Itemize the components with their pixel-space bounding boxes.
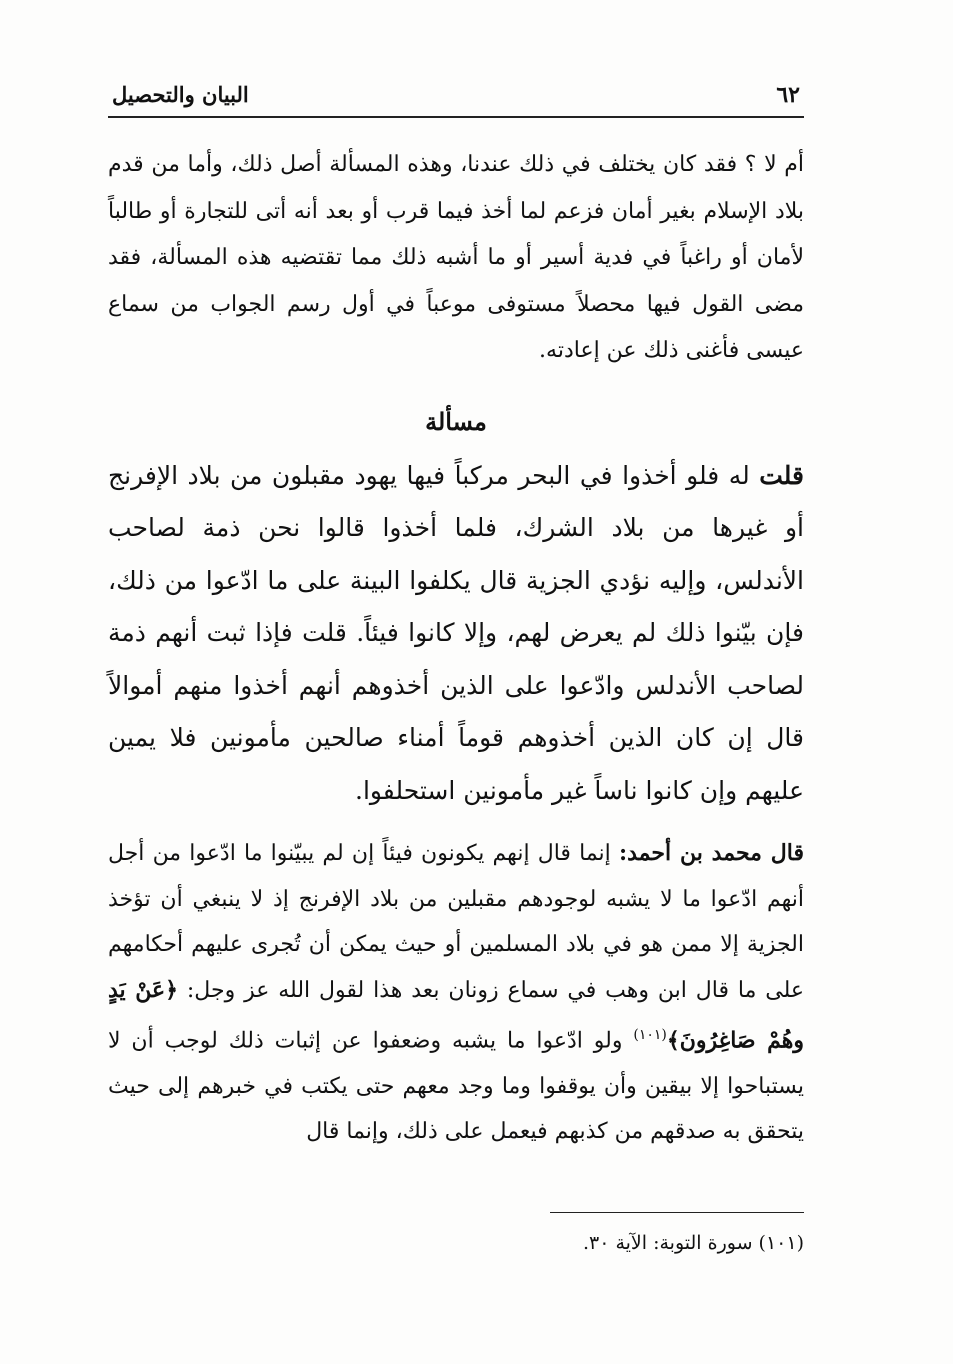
book-title: البيان والتحصيل — [112, 82, 249, 107]
section-heading: مسألة — [425, 406, 487, 436]
footnote: (١٠١) سورة التوبة: الآية ٣٠. — [582, 1232, 804, 1254]
paragraph-2-text: له فلو أخذوا في البحر مركباً فيها يهود مقبلون من بلاد الإفرنج أو غيرها من بلاد الشرك، فلما أخذوا قالوا نحن ذمة لصاحب الأندلس، وإليه نؤدي الجزية قال يكلفوا البينة على ما ادّعوا من ذلك، فإن بيّنوا ذلك لم يعرض لهم، وإلا كانوا فيئاً. قلت فإذا ثبت أنهم ذمة لصاحب الأندلس وادّعوا على الذين أخذوهم أنهم أخذوا منهم أموالاً قال إن كان الذين أخذوهم قوماً أمناء صالحين مأمونين فلا يمين عليهم وإن كانوا ناساً غير مأمونين استحلفوا. — [108, 460, 804, 805]
page-number: ٦٢ — [776, 82, 800, 108]
paragraph-2-lead: قلت — [759, 460, 804, 490]
main-text — [108, 128, 804, 1155]
paragraph-1: أم لا ؟ فقد كان يختلف في ذلك عندنا، وهذه المسألة أصل ذلك، وأما من قدم بلاد الإسلام بغير أمان فزعم لما أخذ فيما قرب أو بعد أنه أتى للتجارة أو طالباً لأمان أو راغباً في فدية أسير أو ما أشبه ذلك مما تقتضيه هذه المسألة، فقد مضى القول فيها محصلاً مستوفى موعباً في أول رسم الجواب من سماع عيسى فأغنى ذلك عن إعادته. — [108, 152, 804, 363]
paragraph-3-text-after: ولو ادّعوا ما يشبه وضعفوا عن إثبات ذلك لوجب أن لا يستباحوا إلا بيقين وأن يوقفوا وما وجد معهم حتى يكتب في خبرهم إلى حيث يتحقق به صدقهم من كذبهم فيعمل على ذلك، وإنما قال — [108, 1028, 804, 1145]
footnote-divider — [550, 1212, 804, 1213]
paragraph-2 — [108, 450, 804, 818]
quran-quote: ﴿عَنْ يَدٍ وهُمْ صَاغِرُونَ﴾ — [108, 976, 804, 1054]
footnote-reference[interactable]: (١٠١) — [633, 1027, 667, 1043]
paragraph-3-lead: قال محمد بن أحمد: — [619, 840, 804, 866]
paragraph-3-text-before: إنما قال إنهم يكونون فيئاً إن لم يبيّنوا ما ادّعوا من أجل أنهم ادّعوا ما لا يشبه لوجودهم مقبلين من بلاد الإفرنج إذ لا ينبغي أن تؤخذ الجزية إلا ممن هو في بلاد المسلمين أو حيث يمكن أن تُجرى عليهم أحكامهم على ما قال ابن وهب في سماع زونان بعد هذا لقول الله عز وجل: — [108, 841, 804, 1003]
paragraph-3 — [108, 831, 804, 1155]
running-header — [108, 70, 804, 118]
